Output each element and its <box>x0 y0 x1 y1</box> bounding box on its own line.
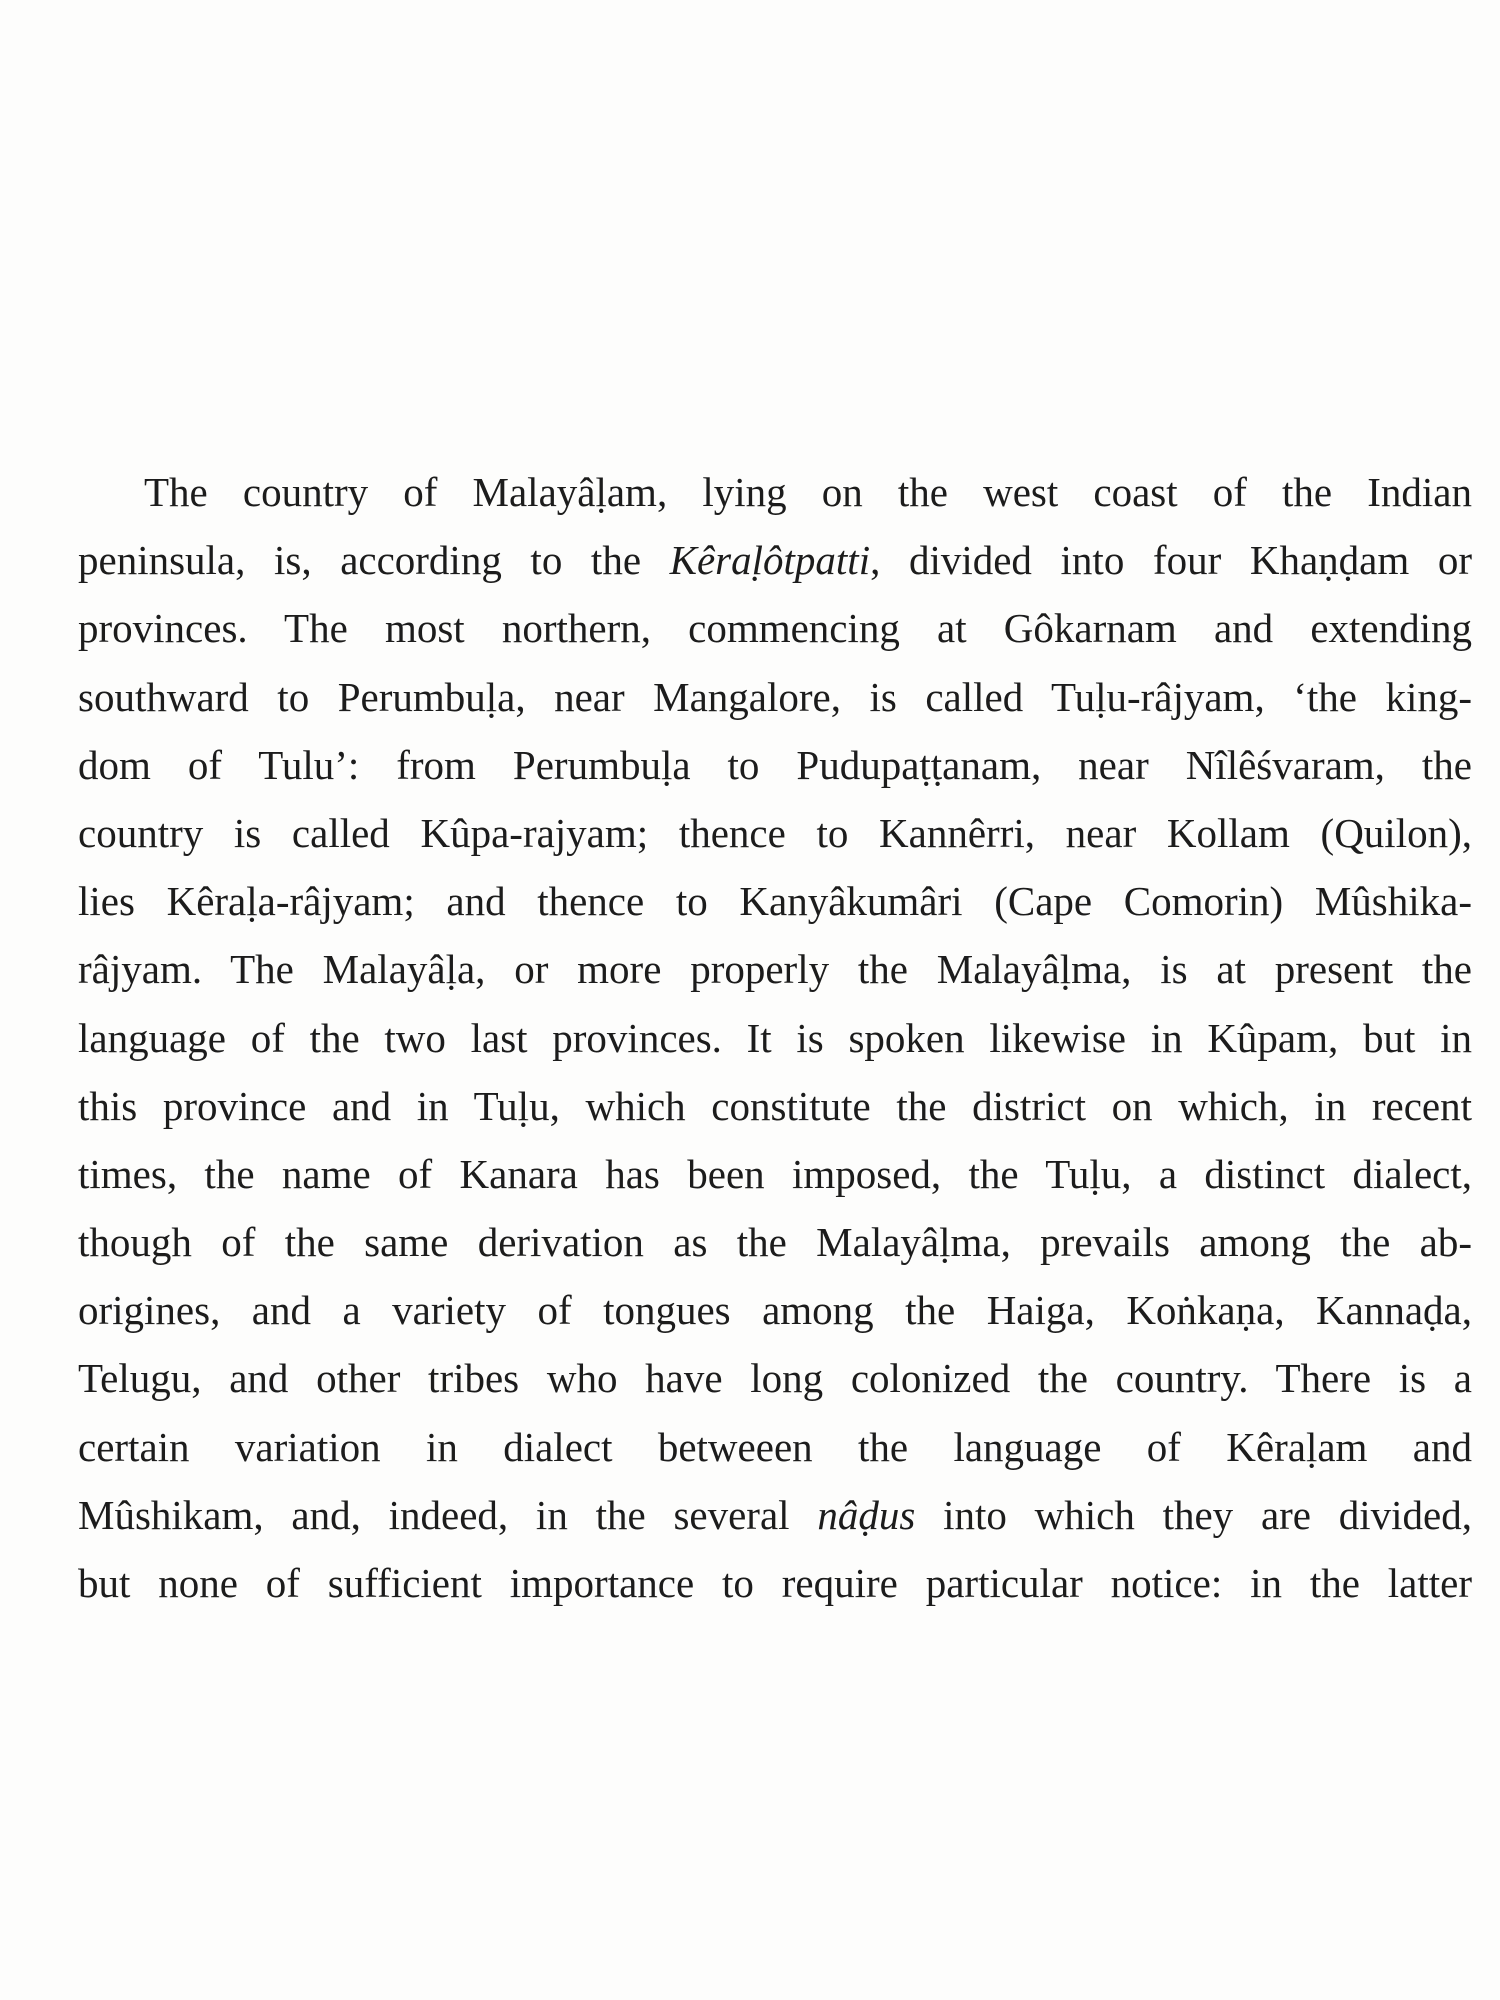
text-line: southward to Perumbuḷa, near Mangalore, is called Tuḷu-râjyam, ‘the king- <box>78 673 1472 720</box>
text-line: times, the name of Kanara has been imposed, the Tuḷu, a distinct dialect, <box>78 1150 1472 1197</box>
text-line: though of the same derivation as the Malayâḷma, prevails among the ab- <box>78 1219 1472 1266</box>
text-line: certain variation in dialect betweeen the language of Kêraḷam and <box>78 1423 1472 1470</box>
text-line: origines, and a variety of tongues among the Haiga, Koṅkaṇa, Kannaḍa, <box>78 1287 1472 1334</box>
text-line: peninsula, is, according to the Kêraḷôtpatti, divided into four Khaṇḍam or <box>78 537 1472 584</box>
italic-term: nâḍus <box>817 1491 916 1538</box>
text-line: but none of sufficient importance to require particular notice: in the latter <box>78 1560 1472 1606</box>
text-line: Mûshikam, and, indeed, in the several nâḍus into which they are divided, <box>78 1491 1472 1538</box>
text-line: this province and in Tuḷu, which constitute the district on which, in recent <box>78 1082 1472 1129</box>
body-paragraph <box>78 458 1472 1617</box>
text-line: country is called Kûpa-rajyam; thence to Kannêrri, near Kollam (Quilon), <box>78 809 1472 856</box>
italic-term: Kêraḷôtpatti <box>669 537 871 584</box>
text-line: language of the two last provinces. It is spoken likewise in Kûpam, but in <box>78 1014 1472 1061</box>
text-line: Telugu, and other tribes who have long colonized the country. There is a <box>78 1355 1472 1402</box>
text-line: provinces. The most northern, commencing at Gôkarnam and extending <box>78 605 1472 652</box>
text-line: The country of Malayâḷam, lying on the west coast of the Indian <box>144 469 1472 515</box>
text-line: dom of Tulu’: from Perumbuḷa to Pudupaṭṭanam, near Nîlêśvaram, the <box>78 741 1472 788</box>
text-line: râjyam. The Malayâḷa, or more properly the Malayâḷma, is at present the <box>78 946 1472 993</box>
text-line: lies Kêraḷa-râjyam; and thence to Kanyâkumâri (Cape Comorin) Mûshika- <box>78 878 1472 925</box>
